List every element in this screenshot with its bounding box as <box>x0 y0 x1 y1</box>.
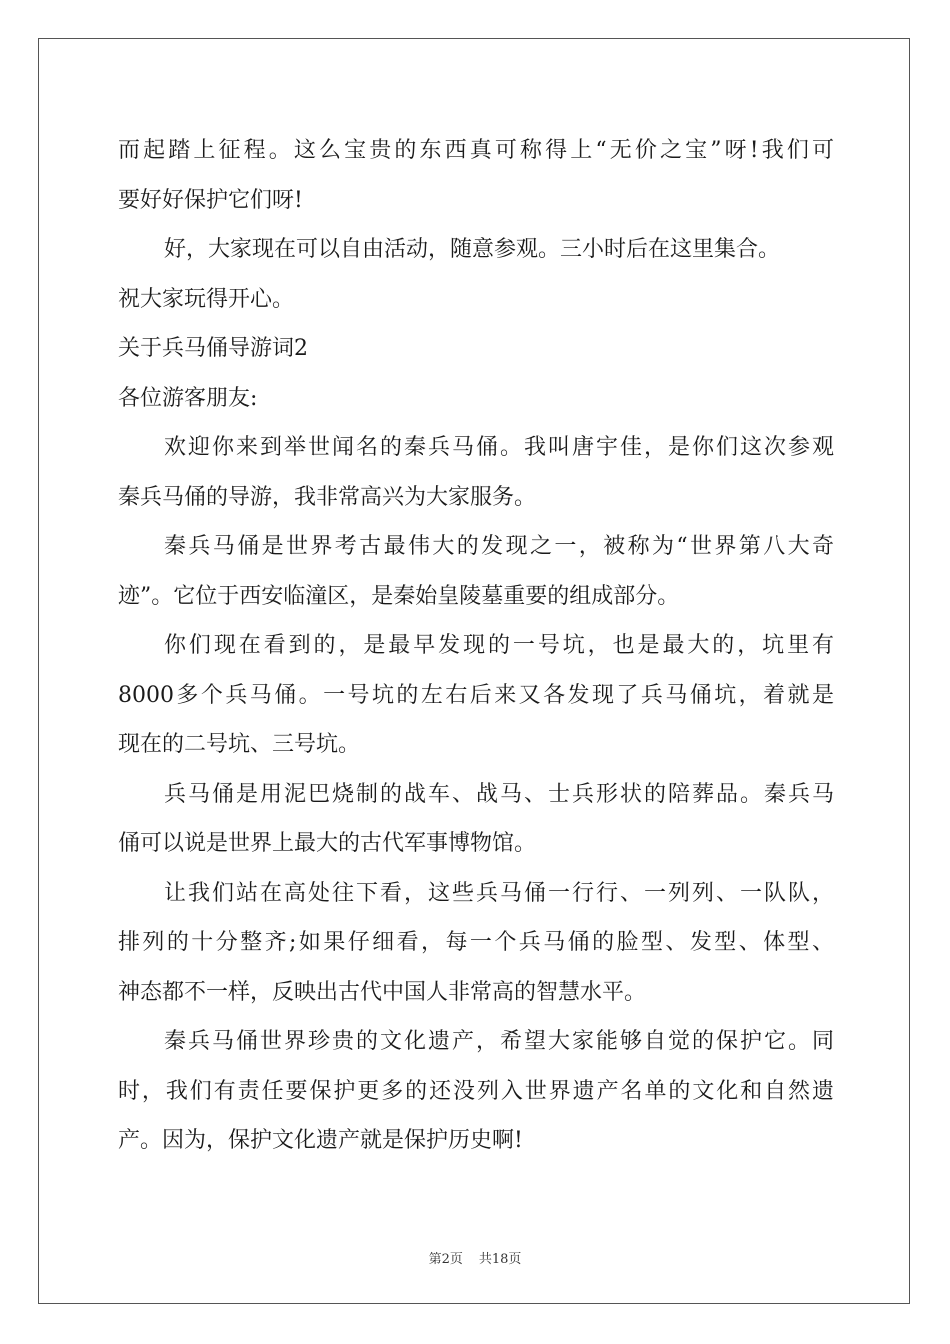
section-heading: 关于兵马俑导游词2 <box>118 336 308 361</box>
text-line: 时，我们有责任要保护更多的还没列入世界遗产名单的文化和自然遗 <box>118 1078 834 1104</box>
text-line: 让我们站在高处往下看，这些兵马俑一行行、一列列、一队队， <box>164 880 834 906</box>
text-line: 兵马俑是用泥巴烧制的战车、战马、士兵形状的陪葬品。秦兵马 <box>164 781 834 807</box>
document-body <box>118 126 834 1166</box>
page-total: 共18页 <box>478 1252 522 1267</box>
page-footer <box>0 1248 950 1267</box>
text-line: 而起踏上征程。这么宝贵的东西真可称得上“无价之宝”呀!我们可 <box>118 138 834 163</box>
text-line: 神态都不一样，反映出古代中国人非常高的智慧水平。 <box>118 979 647 1005</box>
text-line: 8000多个兵马俑。一号坑的左右后来又各发现了兵马俑坑，着就是 <box>118 682 834 708</box>
text-line: 好，大家现在可以自由活动，随意参观。三小时后在这里集合。 <box>164 237 781 262</box>
text-line: 祝大家玩得开心。 <box>118 286 295 312</box>
text-line: 俑可以说是世界上最大的古代军事博物馆。 <box>118 831 537 856</box>
page-number: 第2页 <box>428 1252 463 1267</box>
text-line: 迹”。它位于西安临潼区，是秦始皇陵墓重要的组成部分。 <box>118 583 680 609</box>
text-line: 秦兵马俑世界珍贵的文化遗产，希望大家能够自觉的保护它。同 <box>164 1029 834 1054</box>
text-line: 现在的二号坑、三号坑。 <box>118 732 361 757</box>
text-line: 欢迎你来到举世闻名的秦兵马俑。我叫唐宇佳，是你们这次参观 <box>164 435 834 460</box>
greeting: 各位游客朋友: <box>118 385 258 411</box>
text-line: 要好好保护它们呀! <box>118 187 303 213</box>
text-line: 秦兵马俑的导游，我非常高兴为大家服务。 <box>118 484 537 510</box>
text-line: 产。因为，保护文化遗产就是保护历史啊! <box>118 1128 523 1153</box>
text-line: 你们现在看到的，是最早发现的一号坑，也是最大的，坑里有 <box>164 633 834 658</box>
text-line: 排列的十分整齐;如果仔细看，每一个兵马俑的脸型、发型、体型、 <box>118 930 834 955</box>
text-line: 秦兵马俑是世界考古最伟大的发现之一，被称为“世界第八大奇 <box>164 534 834 559</box>
